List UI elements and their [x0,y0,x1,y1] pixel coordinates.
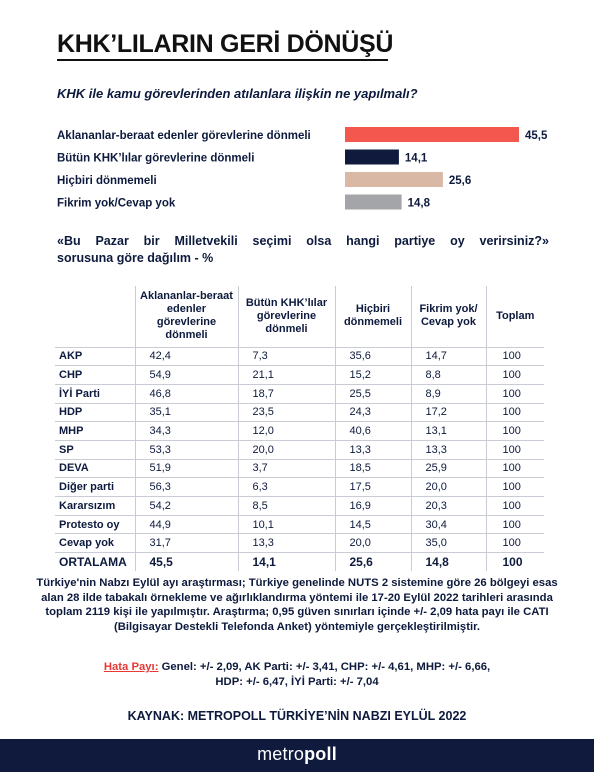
table-cell: 100 [486,515,544,534]
table-cell: 56,3 [135,478,238,497]
table-row [55,497,544,516]
logo-part1: metro [257,744,305,764]
row-label: CHP [55,366,135,385]
table-cell: 100 [486,497,544,516]
table-cell: 14,1 [238,553,335,572]
table-cell: 14,5 [335,515,411,534]
table-cell: 14,8 [411,553,486,572]
table-cell: 53,3 [135,440,238,459]
table-cell: 100 [486,384,544,403]
source-line: KAYNAK: METROPOLL TÜRKİYE’NİN NABZI EYLÜL 2022 [127,709,467,723]
table-cell: 100 [486,534,544,553]
table-cell: 14,7 [411,347,486,366]
margin-label: Hata Payı: [103,661,159,673]
column-header: Hiçbiri dönmemeli [335,286,411,347]
table-cell: 100 [502,555,523,570]
table-cell: 20,3 [411,497,486,516]
table-cell: 100 [486,403,544,422]
table-row [55,347,544,366]
row-label: HDP [55,403,135,422]
column-header: Bütün KHK’lılar görevlerine dönmeli [238,286,335,347]
table-row [55,384,544,403]
methodology-note: Türkiye'nin Nabzı Eylül ayı araştırması; Türkiye genelinde NUTS 2 sistemine göre 26 bölgeyi esas alan 28 ilde tabakalı örnekleme ve ağırlıklandırma yöntemi ile 17-20 Eylül 2022 tarihleri arasında toplam 2119 kişi ile yapılmıştır. Araştırma; 0,95 güven sınırları içinde +/- 2,09 hata payı ile CATI (Bilgisayar Destekli Telefonda Anket) yöntemiyle gerçekleştirilmiştir. [36,577,558,633]
table-total-row [55,553,544,572]
margin-text-line2: HDP: +/- 6,47, İYİ Parti: +/- 7,04 [215,676,379,688]
table-cell: 45,5 [135,553,238,572]
table-cell: 13,3 [238,534,335,553]
table-row [55,440,544,459]
row-label: Cevap yok [55,534,135,553]
table-cell: 16,9 [335,497,411,516]
row-label: Kararsızım [55,497,135,516]
bar-category-label: Fikrim yok/Cevap yok [57,197,176,210]
column-header [55,286,135,347]
table-cell: 35,6 [335,347,411,366]
table-cell: 10,1 [238,515,335,534]
row-label: Protesto oy [55,515,135,534]
table-caption-line1: «Bu Pazar bir Milletvekili seçimi olsa hangi partiye oy verirsiniz?» [57,234,549,248]
bar-chart [0,0,594,215]
table-row [55,534,544,553]
table-cell: 100 [486,366,544,385]
chart-question: KHK ile kamu görevlerinden atılanlara ilişkin ne yapılmalı? [57,86,418,101]
logo-part2: poll [304,744,337,764]
bar-category-label: Bütün KHK’lılar görevlerine dönmeli [57,152,255,165]
table-cell: 42,4 [135,347,238,366]
table-cell: 13,3 [335,440,411,459]
table-cell: 8,5 [238,497,335,516]
table-cell: 100 [486,459,544,478]
column-header: Toplam [486,286,544,347]
bar [345,195,402,210]
row-label: DEVA [55,459,135,478]
crosstab-table-wrap [55,286,544,571]
table-cell: 17,2 [411,403,486,422]
table-cell: 100 [486,347,544,366]
table-cell: 40,6 [335,422,411,441]
table-cell: 44,9 [135,515,238,534]
table-cell: 25,5 [335,384,411,403]
table-row [55,366,544,385]
table-cell: 20,0 [411,478,486,497]
bar-category-label: Aklananlar-beraat edenler görevlerine dönmeli [57,130,311,142]
bar [345,150,399,165]
table-cell: 54,9 [135,366,238,385]
bar [345,172,443,187]
table-cell: 8,8 [411,366,486,385]
table-caption [57,233,549,267]
table-cell: 17,5 [335,478,411,497]
table-cell: 100 [486,440,544,459]
table-cell: 18,7 [238,384,335,403]
table-cell: 100 [486,422,544,441]
footer-bar [0,739,594,772]
crosstab-table [55,286,544,571]
row-label: MHP [55,422,135,441]
row-label: ORTALAMA [55,553,135,572]
table-cell: 23,5 [238,403,335,422]
table-cell: 24,3 [335,403,411,422]
table-cell: 51,9 [135,459,238,478]
row-label: İYİ Parti [55,384,135,403]
bar-value-label: 25,6 [448,175,472,187]
metropoll-logo [0,744,594,765]
table-row [55,422,544,441]
table-cell: 34,3 [135,422,238,441]
table-body [55,347,544,571]
table-cell: 20,0 [335,534,411,553]
table-cell: 100 [486,478,544,497]
row-label: AKP [55,347,135,366]
table-header-row [55,286,544,347]
table-cell: 13,1 [411,422,486,441]
table-cell: 25,9 [411,459,486,478]
table-cell: 7,3 [238,347,335,366]
bar-value-label: 14,8 [407,197,430,210]
column-header: Aklananlar-beraat edenler görevlerine dönmeli [135,286,238,347]
table-cell: 12,0 [238,422,335,441]
table-cell: 35,1 [135,403,238,422]
table-cell: 20,0 [238,440,335,459]
table-cell: 54,2 [135,497,238,516]
margin-of-error [30,660,564,690]
table-row [55,515,544,534]
table-cell: 21,1 [238,366,335,385]
table-cell: 6,3 [238,478,335,497]
table-cell: 35,0 [411,534,486,553]
table-row [55,403,544,422]
table-cell: 3,7 [238,459,335,478]
row-label: SP [55,440,135,459]
table-cell: 30,4 [411,515,486,534]
bar-value-label: 45,5 [525,130,548,142]
table-cell: 13,3 [411,440,486,459]
column-header: Fikrim yok/ Cevap yok [411,286,486,347]
bar-category-label: Hiçbiri dönmemeli [57,175,157,187]
bar [345,127,519,142]
bar-value-label: 14,1 [404,152,428,165]
row-label: Diğer parti [55,478,135,497]
table-cell: 31,7 [135,534,238,553]
page-title: KHK’LILARIN GERİ DÖNÜŞÜ [57,30,394,58]
table-cell: 15,2 [335,366,411,385]
table-caption-line2: sorusuna göre dağılım - % [57,251,214,265]
table-cell: 8,9 [411,384,486,403]
table-row [55,478,544,497]
table-cell: 46,8 [135,384,238,403]
margin-text-line1: Genel: +/- 2,09, AK Parti: +/- 3,41, CHP: +/- 4,61, MHP: +/- 6,66, [158,661,491,673]
table-cell: 25,6 [335,553,411,572]
table-cell: 18,5 [335,459,411,478]
table-row [55,459,544,478]
